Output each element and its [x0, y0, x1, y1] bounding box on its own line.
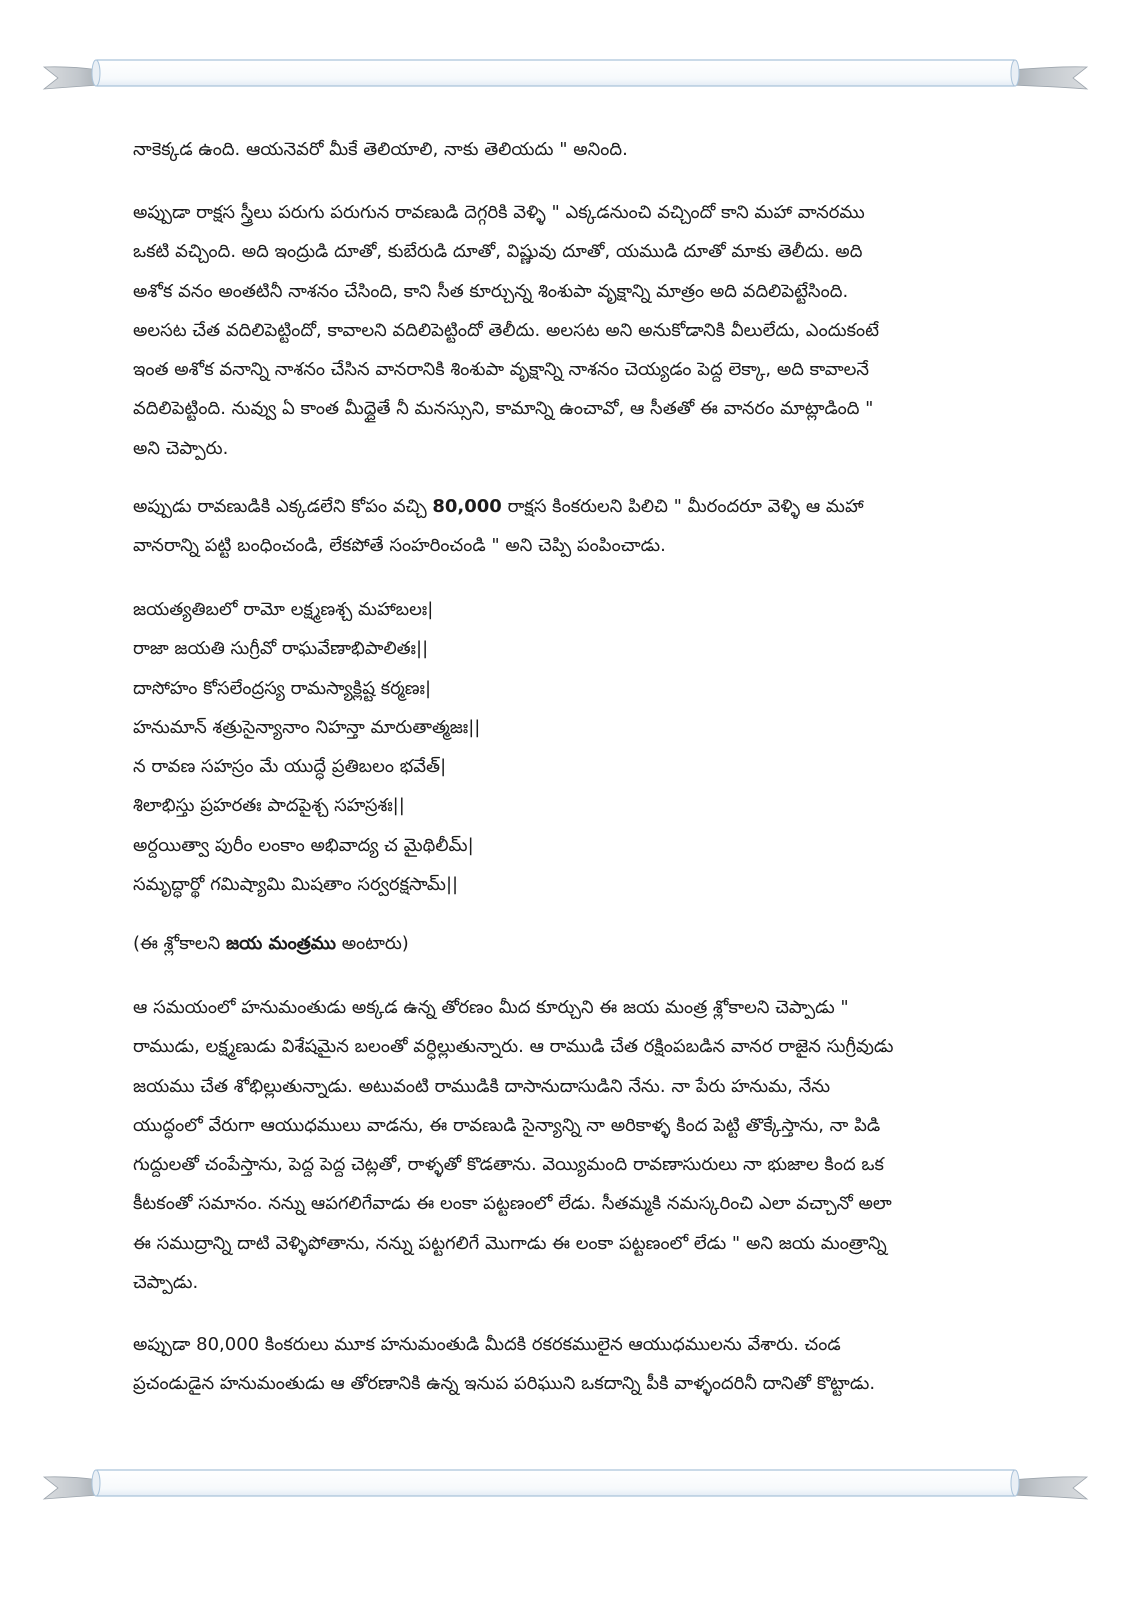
- verse-note-line: [133, 924, 998, 963]
- top-ribbon-banner: [0, 52, 1131, 96]
- paragraph-line: అలసట చేత వదిలిపెట్టిందో, కావాలని వదిలిపెట్టిందో తెలీదు. అలసట అని అనుకోడానికి వీలులేదు, ఎందుకంటే: [133, 319, 880, 341]
- ribbon-left-roll: [92, 60, 100, 86]
- verse-line: హనుమాన్ శత్రుసైన్యానాం నిహన్తా మారుతాత్మజః||: [133, 716, 481, 738]
- paragraph-line: అశోక వనం అంతటినీ నాశనం చేసింది, కాని సీత కూర్చున్న శింశుపా వృక్షాన్ని మాత్రం అది వదిలిపెట్టేసింది.: [133, 280, 849, 302]
- ribbon-right-roll: [1011, 1470, 1019, 1496]
- verse-line: న రావణ సహస్రం మే యుద్ధే ప్రతిబలం భవేత్|: [133, 756, 447, 778]
- ribbon-right-roll: [1011, 60, 1019, 86]
- paragraph-line: ప్రచండుడైన హనుమంతుడు ఆ తోరణానికి ఉన్న ఇనుప పరిఘుని ఒకదాన్ని పీకి వాళ్ళందరినీ దానితో కొట్టాడు.: [133, 1373, 876, 1395]
- paragraph-line: అప్పుడా 80,000 కింకరులు మూక హనుమంతుడి మీదకి రకరకములైన ఆయుధములను వేశారు. చండ: [133, 1334, 841, 1355]
- verse-line: దాసోహం కోసలేంద్రస్య రామస్యాక్లిష్ట కర్మణః|: [133, 677, 432, 699]
- verse-line: రాజా జయతి సుగ్రీవో రాఘవేణాభిపాలితః||: [133, 638, 429, 660]
- paragraph-5: [133, 1325, 998, 1404]
- paragraph-line: ఈ సముద్రాన్ని దాటి వెళ్ళిపోతాను, నన్ను పట్టగలిగే మొగాడు ఈ లంకా పట్టణంలో లేడు " అని జయ మంత్రాన్ని: [133, 1232, 887, 1254]
- verse-line: శిలాభిస్తు ప్రహరతః పాదపైశ్చ సహస్రశః||: [133, 795, 405, 817]
- paragraph-line: అని చెప్పారు.: [133, 437, 229, 459]
- paragraph-line: ఆ సమయంలో హనుమంతుడు అక్కడ ఉన్న తోరణం మీద కూర్చుని ఈ జయ మంత్ర శ్లోకాలని చెప్పాడు ": [133, 997, 849, 1018]
- ribbon-bar: [94, 60, 1017, 86]
- line-text: రాక్షస కింకరులని పిలిచి " మీరందరూ వెళ్ళి ఆ మహా: [501, 496, 864, 517]
- ribbon-right-tail: [1011, 67, 1087, 89]
- sloka-verses: [133, 590, 998, 904]
- bold-term: జయ మంత్రము: [225, 933, 336, 954]
- paragraph-line: ఇంత అశోక వనాన్ని నాశనం చేసిన వానరానికి శింశుపా వృక్షాన్ని నాశనం చెయ్యడం పెద్ద లెక్కా, అది కావాలనే: [133, 359, 869, 381]
- paragraph-2: [133, 193, 998, 468]
- paragraph-line: వానరాన్ని పట్టి బంధించండి, లేకపోతే సంహరించండి " అని చెప్పి పంపించాడు.: [133, 535, 666, 557]
- paragraph-line: అప్పుడా రాక్షస స్త్రీలు పరుగు పరుగున రావణుడి దెగ్గరికి వెళ్ళి " ఎక్కడనుంచి వచ్చిందో కాని మహా వానరము: [133, 202, 865, 223]
- paragraph-3: [133, 487, 998, 566]
- paragraph-1: [133, 130, 998, 169]
- paragraph-line: చెప్పాడు.: [133, 1272, 199, 1294]
- paragraph-line: రాముడు, లక్ష్మణుడు విశేషమైన బలంతో వర్ధిల్లుతున్నారు. ఆ రాముడి చేత రక్షింపబడిన వానర రాజైన సుగ్రీవుడు: [133, 1036, 894, 1058]
- verse-line: సమృద్ధార్థో గమిష్యామి మిషతాం సర్వరక్షసామ్||: [133, 874, 459, 896]
- paragraph-line: యుద్ధంలో వేరుగా ఆయుధములు వాడను, ఈ రావణుడి సైన్యాన్ని నా అరికాళ్ళ కింద పెట్టి తొక్కేస్తాను, నా పిడి: [133, 1114, 881, 1136]
- paragraph-line: వదిలిపెట్టింది. నువ్వు ఏ కాంత మీద్దైతే నీ మనస్సుని, కామాన్ని ఉంచావో, ఆ సీతతో ఈ వానరం మాట్లాడింది ": [133, 398, 874, 420]
- bold-number: 80,000: [432, 496, 502, 517]
- paragraph-line: ఒకటి వచ్చింది. అది ఇంద్రుడి దూతో, కుబేరుడి దూతో, విష్ణువు దూతో, యముడి దూతో మాకు తెలీదు. అది: [133, 241, 863, 263]
- ribbon-left-roll: [92, 1470, 100, 1496]
- line-text: అంటారు): [335, 933, 409, 954]
- paragraph-line: [133, 487, 998, 526]
- paragraph-line: కీటకంతో సమానం. నన్ను ఆపగలిగేవాడు ఈ లంకా పట్టణంలో లేడు. సీతమ్మకి నమస్కరించి ఎలా వచ్చానో అలా: [133, 1193, 892, 1215]
- ribbon-bar: [94, 1470, 1017, 1496]
- paragraph-line: నాకెక్కడ ఉంది. ఆయనెవరో మీకే తెలియాలి, నాకు తెలియదు " అనింది.: [133, 139, 628, 160]
- ribbon-right-tail: [1011, 1477, 1087, 1499]
- paragraph-line: గుద్దులతో చంపేస్తాను, పెద్ద పెద్ద చెట్లతో, రాళ్ళతో కొడతాను. వెయ్యిమంది రావణాసురులు నా భుజాల కింద ఒక: [133, 1154, 884, 1176]
- line-text: (ఈ శ్లోకాలని: [133, 933, 226, 954]
- paragraph-line: జయము చేత శోభిల్లుతున్నాడు. అటువంటి రాముడికి దాసానుదాసుడిని నేను. నా పేరు హనుమ, నేను: [133, 1075, 831, 1097]
- paragraph-4: [133, 988, 998, 1302]
- verse-note: [133, 924, 998, 963]
- bottom-ribbon-banner: [0, 1462, 1131, 1506]
- verse-line: జయత్యతిబలో రామో లక్ష్మణశ్చ మహాబలః|: [133, 599, 434, 620]
- verse-line: అర్దయిత్వా పురీం లంకాం అభివాద్య చ మైథిలీమ్|: [133, 834, 474, 856]
- line-text: అప్పుడు రావణుడికి ఎక్కడలేని కోపం వచ్చి: [133, 496, 433, 517]
